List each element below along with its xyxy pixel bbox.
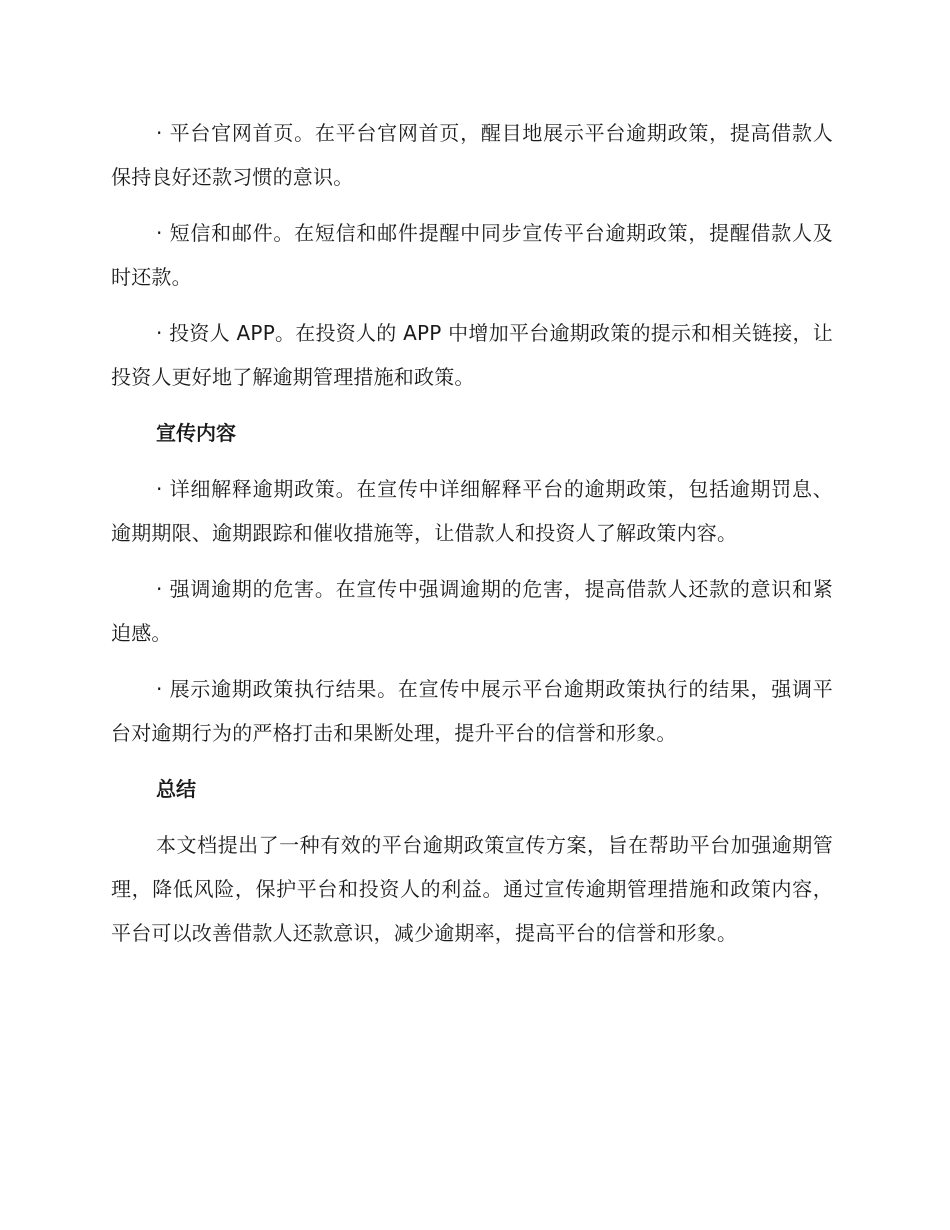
section-heading-summary: 总结 (156, 777, 196, 801)
paragraph-explain-policy: · 详细解释逾期政策。在宣传中详细解释平台的逾期政策，包括逾期罚息、逾期期限、逾期跟踪和催收措施等，让借款人和投资人了解政策内容。 (111, 477, 833, 545)
paragraph-sms-email: · 短信和邮件。在短信和邮件提醒中同步宣传平台逾期政策，提醒借款人及时还款。 (111, 221, 833, 289)
paragraph-summary: 本文档提出了一种有效的平台逾期政策宣传方案，旨在帮助平台加强逾期管理，降低风险，保护平台和投资人的利益。通过宣传逾期管理措施和政策内容，平台可以改善借款人还款意识，减少逾期率，提高平台的信誉和形象。 (111, 833, 833, 945)
paragraph-investor-app: · 投资人 APP。在投资人的 APP 中增加平台逾期政策的提示和相关链接，让投资人更好地了解逾期管理措施和政策。 (111, 321, 833, 389)
section-heading-publicity-content: 宣传内容 (156, 421, 236, 445)
paragraph-emphasize-harm: · 强调逾期的危害。在宣传中强调逾期的危害，提高借款人还款的意识和紧迫感。 (111, 577, 833, 645)
document-body (111, 111, 833, 955)
paragraph-show-results: · 展示逾期政策执行结果。在宣传中展示平台逾期政策执行的结果，强调平台对逾期行为的严格打击和果断处理，提升平台的信誉和形象。 (111, 677, 833, 745)
paragraph-official-website: · 平台官网首页。在平台官网首页，醒目地展示平台逾期政策，提高借款人保持良好还款习惯的意识。 (111, 121, 833, 189)
